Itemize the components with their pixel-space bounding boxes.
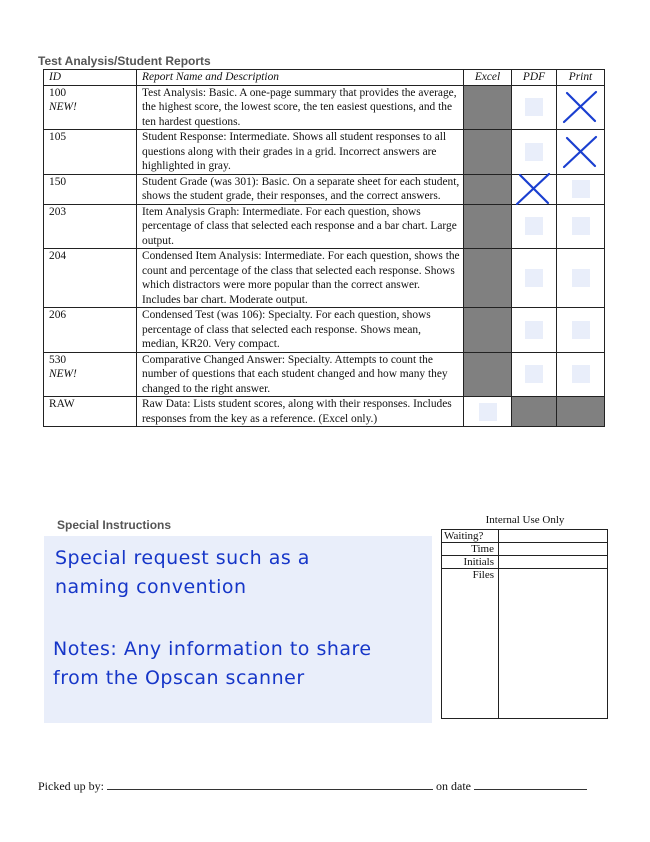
report-description: Condensed Item Analysis: Intermediate. For each question, shows the count and percentage of the class that selected each response. Shows which distractors were more popular than the correct answer. Includes bar chart. Moderate output. — [137, 249, 464, 308]
excel-unavailable — [464, 308, 512, 353]
report-description: Student Response: Intermediate. Shows all student responses to all questions along with their grades in a grid. Incorrect answers are highlighted in gray. — [137, 130, 464, 175]
new-badge: NEW! — [49, 368, 77, 380]
report-id: RAW — [44, 397, 137, 427]
picked-up-field[interactable] — [107, 778, 433, 790]
x-mark-icon — [561, 89, 601, 125]
report-id: 206 — [44, 308, 137, 353]
pickup-line — [38, 778, 610, 794]
x-mark-icon — [514, 171, 554, 207]
print-option[interactable] — [557, 85, 605, 130]
report-id: 105 — [44, 130, 137, 175]
pdf-option[interactable] — [512, 204, 557, 249]
date-field[interactable] — [474, 778, 587, 790]
internal-use-table — [441, 529, 608, 719]
excel-option[interactable] — [464, 397, 512, 427]
x-mark-icon — [561, 134, 601, 170]
initials-label: Initials — [442, 556, 499, 569]
print-unavailable — [557, 397, 605, 427]
table-row — [44, 174, 605, 204]
print-option[interactable] — [557, 174, 605, 204]
pdf-unavailable — [512, 397, 557, 427]
excel-unavailable — [464, 130, 512, 175]
new-badge: NEW! — [49, 101, 77, 113]
report-description: Condensed Test (was 106): Specialty. For each question, shows percentage of class that selected each response. Shows mean, median, KR20. Very compact. — [137, 308, 464, 353]
print-checkbox[interactable] — [572, 217, 590, 235]
pdf-checkbox[interactable] — [525, 143, 543, 161]
files-label: Files — [442, 569, 499, 719]
pdf-option[interactable] — [512, 352, 557, 397]
pdf-checkbox[interactable] — [525, 98, 543, 116]
pdf-option[interactable] — [512, 174, 557, 204]
print-checkbox[interactable] — [572, 321, 590, 339]
print-checkbox[interactable] — [572, 180, 590, 198]
excel-unavailable — [464, 249, 512, 308]
report-id: 150 — [44, 174, 137, 204]
pdf-checkbox[interactable] — [525, 365, 543, 383]
pdf-checkbox[interactable] — [525, 269, 543, 287]
report-id: 530 NEW! — [44, 352, 137, 397]
header-id: ID — [44, 70, 137, 86]
notes-text: Notes: Any information to share from the Opscan scanner — [53, 638, 372, 689]
table-row — [44, 204, 605, 249]
excel-unavailable — [464, 174, 512, 204]
excel-unavailable — [464, 204, 512, 249]
header-name: Report Name and Description — [137, 70, 464, 86]
header-pdf: PDF — [512, 70, 557, 86]
excel-checkbox[interactable] — [479, 403, 497, 421]
print-checkbox[interactable] — [572, 365, 590, 383]
report-id: 204 — [44, 249, 137, 308]
header-excel: Excel — [464, 70, 512, 86]
report-description: Raw Data: Lists student scores, along with their responses. Includes responses from the key as a reference. (Excel only.) — [137, 397, 464, 427]
table-header-row — [44, 70, 605, 86]
print-option[interactable] — [557, 308, 605, 353]
table-row — [44, 308, 605, 353]
waiting-label: Waiting? — [442, 530, 499, 543]
report-id: 100 NEW! — [44, 85, 137, 130]
pdf-checkbox[interactable] — [525, 321, 543, 339]
picked-up-label: Picked up by: — [38, 779, 104, 793]
pdf-checkbox[interactable] — [525, 217, 543, 235]
special-instructions-field[interactable] — [44, 536, 432, 723]
special-instructions-label: Special Instructions — [57, 518, 172, 532]
time-label: Time — [442, 543, 499, 556]
pdf-option[interactable] — [512, 308, 557, 353]
reports-table — [43, 69, 605, 427]
excel-unavailable — [464, 352, 512, 397]
on-date-label: on date — [436, 779, 471, 793]
excel-unavailable — [464, 85, 512, 130]
table-row — [44, 249, 605, 308]
report-description: Test Analysis: Basic. A one-page summary that provides the average, the highest score, the lowest score, the ten easiest questions, and the ten hardest questions. — [137, 85, 464, 130]
time-field[interactable] — [499, 543, 608, 556]
print-option[interactable] — [557, 130, 605, 175]
report-description: Student Grade (was 301): Basic. On a separate sheet for each student, shows the student grade, their responses, and the correct answers. — [137, 174, 464, 204]
initials-field[interactable] — [499, 556, 608, 569]
table-row — [44, 85, 605, 130]
header-print: Print — [557, 70, 605, 86]
table-row — [44, 130, 605, 175]
pdf-option[interactable] — [512, 249, 557, 308]
section-title: Test Analysis/Student Reports — [38, 54, 211, 68]
print-option[interactable] — [557, 352, 605, 397]
pdf-option[interactable] — [512, 130, 557, 175]
print-option[interactable] — [557, 204, 605, 249]
report-description: Item Analysis Graph: Intermediate. For each question, shows percentage of class that selected each response and a bar chart. Large output. — [137, 204, 464, 249]
print-option[interactable] — [557, 249, 605, 308]
special-request-text: Special request such as a naming convention — [55, 547, 310, 598]
waiting-field[interactable] — [499, 530, 608, 543]
table-row — [44, 397, 605, 427]
report-description: Comparative Changed Answer: Specialty. Attempts to count the number of questions that each student changed and how many they changed to the right answer. — [137, 352, 464, 397]
internal-use-label: Internal Use Only — [485, 514, 565, 526]
table-row — [44, 352, 605, 397]
print-checkbox[interactable] — [572, 269, 590, 287]
pdf-option[interactable] — [512, 85, 557, 130]
files-field[interactable] — [499, 569, 608, 719]
report-id: 203 — [44, 204, 137, 249]
